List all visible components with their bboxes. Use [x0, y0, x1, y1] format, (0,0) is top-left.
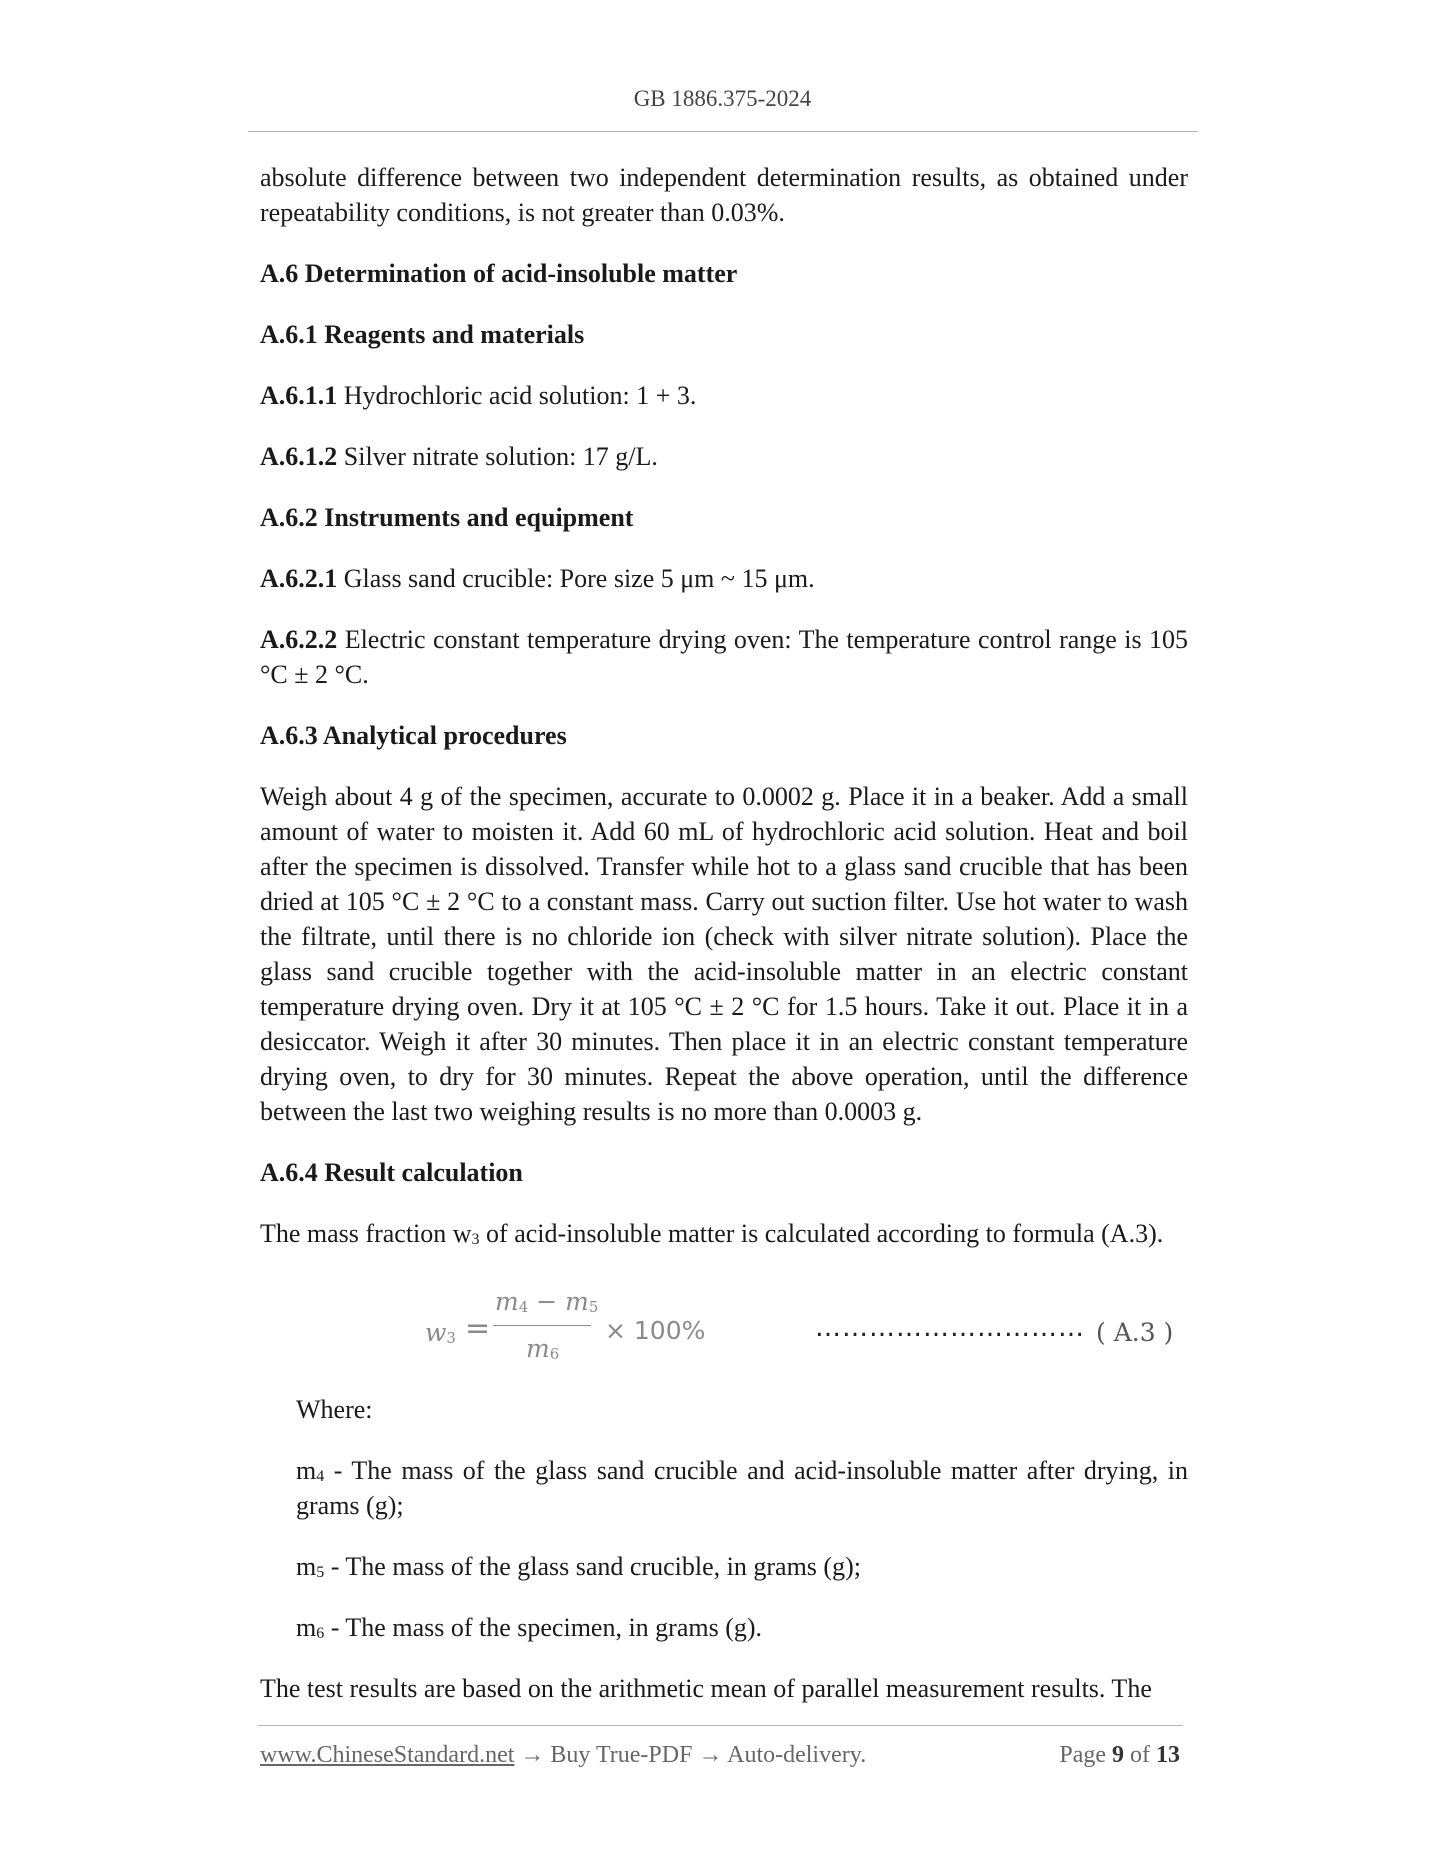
closing-paragraph: The test results are based on the arithmetic mean of parallel measurement results. The	[260, 1674, 1152, 1703]
heading-a64: A.6.4 Result calculation	[260, 1158, 523, 1187]
formula-label: ( A.3 )	[1096, 1318, 1174, 1347]
definition-m5: $m_5$ - The mass of the glass sand crucible, in grams (g);	[296, 1552, 861, 1581]
calculation-intro: The mass fraction $w_3$ of acid-insoluble matter is calculated according to formula (A.3).	[260, 1219, 1164, 1248]
header-divider	[248, 131, 1198, 132]
page-indicator: Page 9 of 13	[1059, 1742, 1180, 1768]
clause-text: Glass sand crucible: Pore size 5 μm ~ 15 μm.	[337, 564, 815, 593]
clause-number: A.6.2.1	[260, 564, 338, 593]
document-header-title: GB 1886.375-2024	[633, 86, 812, 111]
chinesestandard-link[interactable]: www.ChineseStandard.net	[260, 1742, 515, 1768]
formula-equals: =	[465, 1311, 491, 1346]
definition-m6: $m_6$ - The mass of the specimen, in grams (g).	[296, 1613, 763, 1642]
formula-fraction-bar	[493, 1325, 591, 1326]
heading-a6: A.6 Determination of acid-insoluble matter	[260, 259, 738, 288]
formula-times-100: × 100%	[605, 1316, 706, 1345]
formula-numerator: $m_4 - m_5$	[495, 1287, 599, 1316]
heading-a63: A.6.3 Analytical procedures	[260, 721, 567, 750]
total-pages: 13	[1156, 1742, 1180, 1768]
document-body	[260, 160, 1188, 1732]
intro-paragraph: absolute difference between two independent determination results, as obtained under repeatability conditions, is not greater than 0.03%.	[260, 163, 1188, 227]
footer-divider	[258, 1725, 1183, 1726]
formula-lhs: $w_3$	[425, 1318, 456, 1347]
clause-a611	[260, 378, 1188, 413]
clause-number: A.6.1.2	[260, 442, 338, 471]
clause-a612	[260, 439, 1188, 474]
formula-denominator: $m_6$	[526, 1334, 560, 1363]
clause-number: A.6.2.2	[260, 625, 338, 654]
heading-a61: A.6.1 Reagents and materials	[260, 320, 585, 349]
formula-leader-dots: …………………………	[815, 1313, 1085, 1343]
clause-a622	[260, 622, 1188, 692]
formula-a3	[260, 1277, 1188, 1372]
page-footer	[260, 1742, 1180, 1769]
procedure-paragraph: Weigh about 4 g of the specimen, accurate to 0.0002 g. Place it in a beaker. Add a small amount of water to moisten it. Add 60 mL of hydrochloric acid solution. Heat and boil after the specimen is dissolved. Transfer while hot to a glass sand crucible that has been dried at 105 °C ± 2 °C to a constant mass. Carry out suction filter. Use hot water to wash the filtrate, until there is no chloride ion (check with silver nitrate solution). Place the glass sand crucible together with the acid-insoluble matter in an electric constant temperature drying oven. Dry it at 105 °C ± 2 °C for 1.5 hours. Take it out. Place it in a desiccator. Weigh it after 30 minutes. Then place it in an electric constant temperature drying oven, to dry for 30 minutes. Repeat the above operation, until the difference between the last two weighing results is no more than 0.0003 g.	[260, 782, 1188, 1126]
heading-a62: A.6.2 Instruments and equipment	[260, 503, 634, 532]
current-page: 9	[1112, 1742, 1124, 1768]
clause-a621	[260, 561, 1188, 596]
where-label: Where:	[296, 1395, 373, 1424]
footer-tagline: → Buy True-PDF → Auto-delivery.	[514, 1742, 867, 1768]
clause-text: Electric constant temperature drying oven: The temperature control range is 105 °C ± 2 °C.	[260, 625, 1188, 689]
clause-number: A.6.1.1	[260, 381, 338, 410]
definition-m4: $m_4$ - The mass of the glass sand crucible and acid-insoluble matter after drying, in grams (g);	[296, 1456, 1188, 1520]
clause-text: Hydrochloric acid solution: 1 + 3.	[337, 381, 697, 410]
clause-text: Silver nitrate solution: 17 g/L.	[337, 442, 658, 471]
